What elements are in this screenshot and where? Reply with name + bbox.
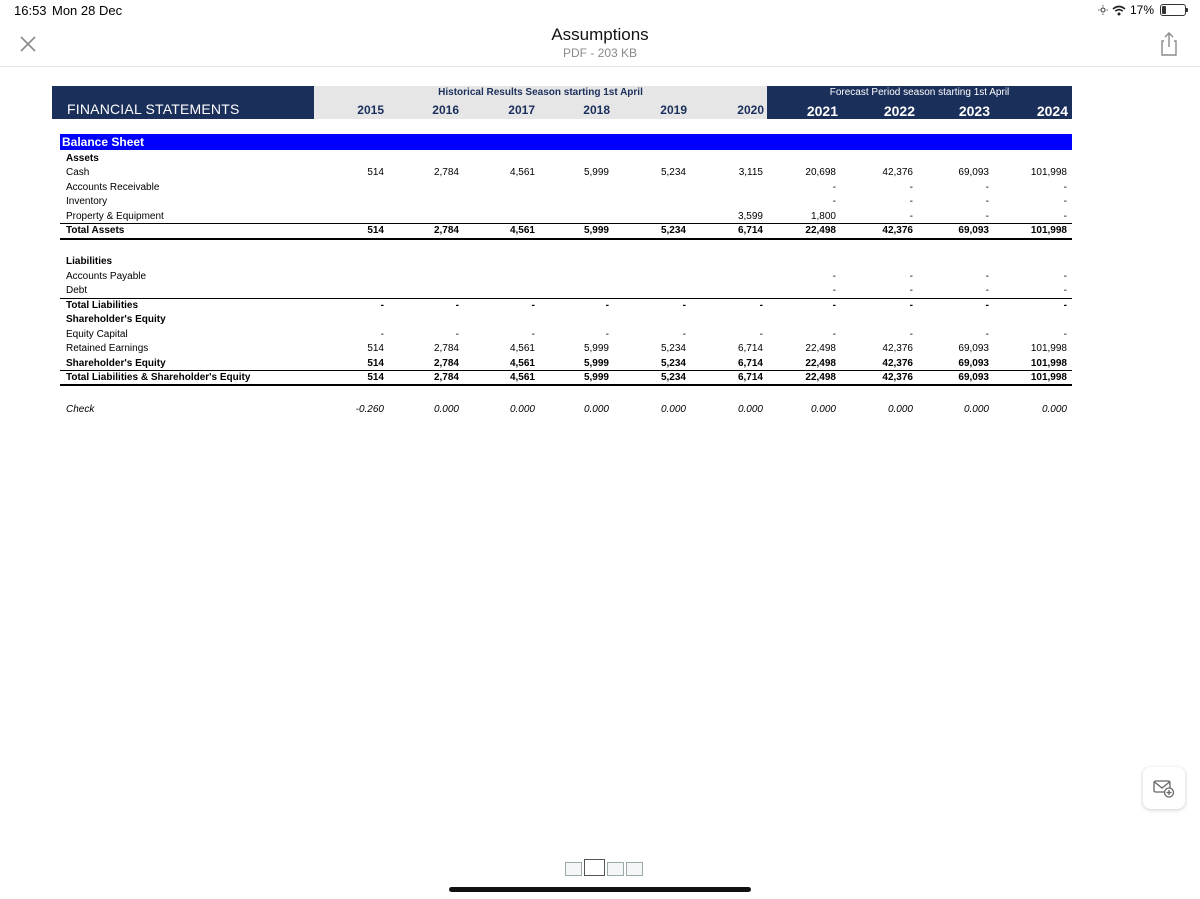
- year-header-2017: 2017: [508, 103, 535, 117]
- row-label: Cash: [66, 167, 90, 178]
- table-row: [65, 210, 1072, 224]
- cell-2020: 0.000: [737, 404, 763, 415]
- cell-2015: 514: [367, 225, 384, 236]
- row-label: Property & Equipment: [66, 211, 164, 222]
- brightness-icon: [1098, 5, 1108, 15]
- forecast-caption: Forecast Period season starting 1st April: [829, 87, 1010, 98]
- cell-2017: 4,561: [509, 372, 535, 383]
- cell-2024: -: [1063, 196, 1067, 207]
- table-row: [65, 313, 1072, 327]
- page-thumbnail[interactable]: [565, 862, 582, 876]
- year-header-2019: 2019: [660, 103, 687, 117]
- cell-2016: 2,784: [433, 343, 459, 354]
- cell-2022: 42,376: [882, 358, 913, 369]
- cell-2020: -: [759, 300, 763, 311]
- sheet-header-title-cell: [52, 86, 314, 119]
- cell-2021: 22,498: [805, 358, 836, 369]
- row-label: Retained Earnings: [66, 343, 149, 354]
- cell-2016: 2,784: [433, 372, 459, 383]
- page-thumbnail[interactable]: [626, 862, 643, 876]
- cell-2019: 5,234: [660, 343, 686, 354]
- cell-2017: -: [531, 300, 535, 311]
- cell-2021: 22,498: [805, 225, 836, 236]
- cell-2015: 514: [367, 343, 384, 354]
- battery-percent: 17%: [1129, 3, 1154, 17]
- document-nav-bar: [0, 22, 1200, 67]
- cell-2019: 5,234: [660, 372, 686, 383]
- cell-2018: -: [605, 329, 609, 340]
- status-time: 16:53: [14, 3, 47, 18]
- year-header-2018: 2018: [583, 103, 610, 117]
- cell-2019: -: [682, 329, 686, 340]
- cell-2022: 42,376: [882, 372, 913, 383]
- cell-2021: -: [832, 300, 836, 311]
- status-date: Mon 28 Dec: [52, 3, 123, 18]
- cell-2022: 42,376: [882, 343, 913, 354]
- cell-2018: 5,999: [583, 358, 609, 369]
- table-row: [65, 328, 1072, 342]
- row-label: Liabilities: [66, 256, 113, 267]
- cell-2017: 4,561: [509, 225, 535, 236]
- cell-2019: 5,234: [660, 358, 686, 369]
- row-label: Shareholder's Equity: [66, 314, 166, 325]
- cell-2017: 4,561: [509, 358, 535, 369]
- cell-2019: 5,234: [660, 225, 686, 236]
- cell-2018: 5,999: [583, 343, 609, 354]
- cell-2024: 0.000: [1041, 404, 1067, 415]
- year-header-2023: 2023: [958, 103, 990, 119]
- rule-line: [60, 223, 1072, 224]
- cell-2016: -: [455, 329, 459, 340]
- cell-2015: 514: [367, 358, 384, 369]
- cell-2018: -: [605, 300, 609, 311]
- row-label: Inventory: [66, 196, 108, 207]
- cell-2022: 42,376: [882, 225, 913, 236]
- table-row: [65, 224, 1072, 238]
- table-row: [65, 270, 1072, 284]
- table-row: [65, 181, 1072, 195]
- historical-caption: Historical Results Season starting 1st April: [438, 87, 643, 98]
- share-button[interactable]: [1156, 30, 1182, 58]
- rule-line: [60, 238, 1072, 240]
- cell-2019: 5,234: [660, 167, 686, 178]
- table-row: [65, 152, 1072, 166]
- table-row: [65, 166, 1072, 180]
- cell-2024: 101,998: [1030, 343, 1067, 354]
- cell-2024: 101,998: [1030, 167, 1067, 178]
- cell-2017: 4,561: [509, 167, 535, 178]
- table-row: [65, 255, 1072, 269]
- cell-2017: 4,561: [509, 343, 535, 354]
- cell-2020: 6,714: [737, 343, 763, 354]
- cell-2019: -: [682, 300, 686, 311]
- cell-2016: 2,784: [433, 167, 459, 178]
- cell-2022: -: [909, 300, 913, 311]
- cell-2024: -: [1063, 182, 1067, 193]
- cell-2021: 20,698: [805, 167, 836, 178]
- document-subtitle: PDF - 203 KB: [562, 46, 638, 60]
- cell-2015: -: [380, 300, 384, 311]
- cell-2017: -: [531, 329, 535, 340]
- year-header-2022: 2022: [883, 103, 915, 119]
- cell-2021: 22,498: [805, 343, 836, 354]
- cell-2020: -: [759, 329, 763, 340]
- status-indicators: [1098, 3, 1186, 17]
- wifi-icon: [1112, 5, 1126, 16]
- markup-button[interactable]: [1143, 767, 1185, 809]
- cell-2022: 0.000: [887, 404, 913, 415]
- cell-2023: -: [985, 300, 989, 311]
- page-thumbnail[interactable]: [584, 859, 605, 876]
- cell-2024: -: [1063, 329, 1067, 340]
- cell-2019: 0.000: [660, 404, 686, 415]
- cell-2023: -: [985, 211, 989, 222]
- cell-2024: 101,998: [1030, 225, 1067, 236]
- cell-2020: 6,714: [737, 358, 763, 369]
- row-label: Check: [66, 404, 95, 415]
- cell-2022: -: [909, 182, 913, 193]
- battery-fill: [1162, 6, 1166, 14]
- cell-2023: 69,093: [958, 225, 989, 236]
- cell-2022: -: [909, 271, 913, 282]
- rule-line: [60, 385, 1072, 386]
- cell-2023: 69,093: [958, 167, 989, 178]
- cell-2023: -: [985, 196, 989, 207]
- cell-2023: 69,093: [958, 358, 989, 369]
- table-row: [65, 342, 1072, 356]
- cell-2023: 69,093: [958, 372, 989, 383]
- cell-2022: -: [909, 211, 913, 222]
- home-indicator[interactable]: [449, 887, 751, 892]
- cell-2022: -: [909, 329, 913, 340]
- row-label: Accounts Receivable: [66, 182, 160, 193]
- cell-2018: 0.000: [583, 404, 609, 415]
- cell-2024: -: [1063, 300, 1067, 311]
- cell-2016: 2,784: [433, 225, 459, 236]
- status-bar: [0, 0, 1200, 22]
- cell-2021: -: [832, 182, 836, 193]
- markup-envelope-icon: [1153, 777, 1175, 799]
- cell-2021: -: [832, 271, 836, 282]
- row-label: Equity Capital: [66, 329, 128, 340]
- cell-2017: 0.000: [509, 404, 535, 415]
- cell-2021: -: [832, 285, 836, 296]
- cell-2016: 2,784: [433, 358, 459, 369]
- battery-icon: [1160, 4, 1186, 16]
- year-header-2021: 2021: [806, 103, 838, 119]
- cell-2024: -: [1063, 285, 1067, 296]
- cell-2022: -: [909, 285, 913, 296]
- table-row: [65, 195, 1072, 209]
- share-icon: [1156, 30, 1182, 58]
- cell-2020: 3,599: [737, 211, 763, 222]
- cell-2022: 42,376: [882, 167, 913, 178]
- cell-2024: 101,998: [1030, 372, 1067, 383]
- cell-2018: 5,999: [583, 167, 609, 178]
- cell-2024: 101,998: [1030, 358, 1067, 369]
- row-label: Shareholder's Equity: [66, 358, 166, 369]
- year-header-2020: 2020: [737, 103, 764, 117]
- row-label: Total Assets: [66, 225, 125, 236]
- cell-2022: -: [909, 196, 913, 207]
- year-header-2016: 2016: [432, 103, 459, 117]
- year-header-2024: 2024: [1036, 103, 1068, 119]
- cell-2015: -: [380, 329, 384, 340]
- cell-2020: 6,714: [737, 372, 763, 383]
- cell-2024: -: [1063, 211, 1067, 222]
- cell-2015: -0.260: [355, 404, 384, 415]
- row-label: Debt: [66, 285, 88, 296]
- table-row: [65, 371, 1072, 385]
- document-title: Assumptions: [551, 25, 649, 44]
- balance-sheet-section-header: Balance Sheet: [60, 134, 1072, 150]
- cell-2021: 22,498: [805, 372, 836, 383]
- cell-2023: -: [985, 182, 989, 193]
- cell-2018: 5,999: [583, 372, 609, 383]
- cell-2023: -: [985, 329, 989, 340]
- cell-2024: -: [1063, 271, 1067, 282]
- cell-2016: 0.000: [433, 404, 459, 415]
- table-row: [65, 299, 1072, 313]
- cell-2020: 3,115: [738, 167, 763, 178]
- row-label: Accounts Payable: [66, 271, 147, 282]
- row-label: Total Liabilities & Shareholder's Equity: [66, 372, 251, 383]
- cell-2021: -: [832, 196, 836, 207]
- table-row: [65, 284, 1072, 298]
- sheet-header-title: FINANCIAL STATEMENTS: [67, 101, 240, 117]
- cell-2020: 6,714: [737, 225, 763, 236]
- rule-line: [60, 298, 1072, 299]
- row-label: Total Liabilities: [66, 300, 139, 311]
- cell-2023: -: [985, 271, 989, 282]
- rule-line: [60, 370, 1072, 371]
- cell-2021: 1,800: [810, 211, 836, 222]
- table-row: [65, 357, 1072, 371]
- cell-2015: 514: [367, 372, 384, 383]
- cell-2023: -: [985, 285, 989, 296]
- cell-2021: 0.000: [810, 404, 836, 415]
- year-header-2015: 2015: [357, 103, 384, 117]
- cell-2023: 69,093: [958, 343, 989, 354]
- row-label: Assets: [66, 153, 99, 164]
- cell-2021: -: [832, 329, 836, 340]
- page-thumbnail[interactable]: [607, 862, 624, 876]
- cell-2018: 5,999: [583, 225, 609, 236]
- document-title-block: [0, 25, 1200, 60]
- cell-2023: 0.000: [963, 404, 989, 415]
- cell-2015: 514: [367, 167, 384, 178]
- table-row: [65, 403, 1072, 417]
- page-thumbnails: [565, 859, 643, 876]
- cell-2016: -: [455, 300, 459, 311]
